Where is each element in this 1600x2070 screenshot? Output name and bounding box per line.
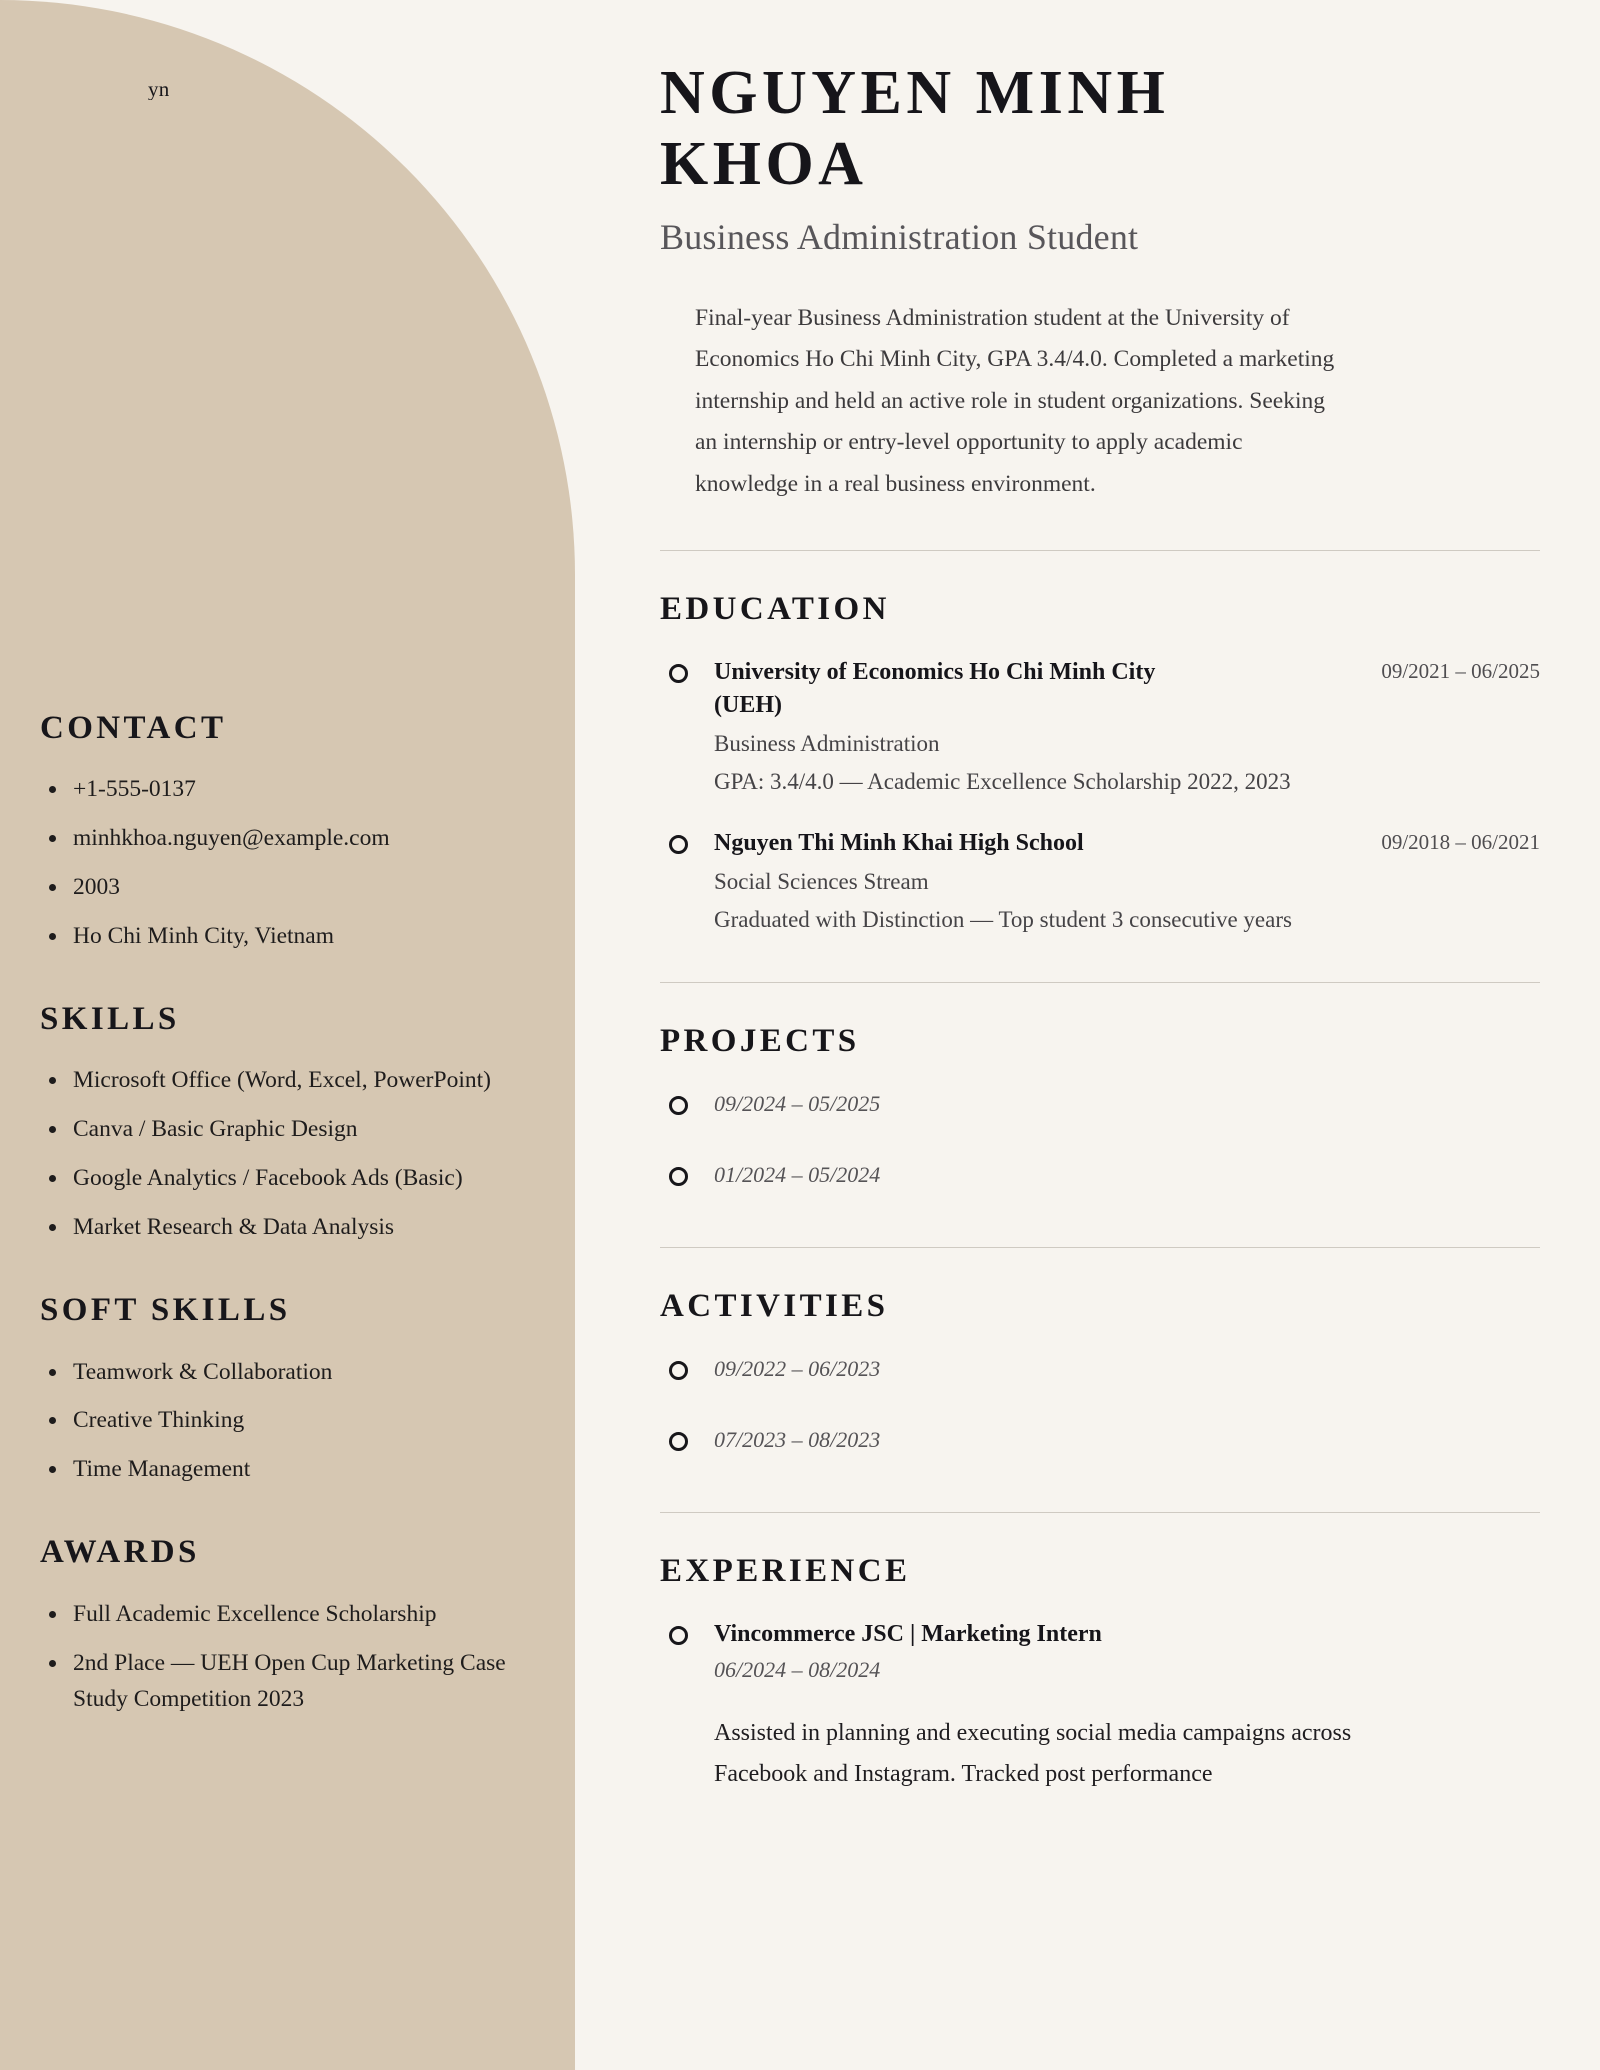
entry-note: GPA: 3.4/4.0 — Academic Excellence Scholarship 2022, 2023: [714, 769, 1291, 795]
entry-date: 01/2024 – 05/2024: [714, 1161, 881, 1187]
awards-section: [40, 1534, 540, 1717]
circle-bullet-icon: [669, 1626, 688, 1645]
list-item: Ho Chi Minh City, Vietnam: [40, 919, 540, 955]
photo-clipped-label: yn: [148, 78, 170, 100]
skills-list: [40, 1063, 540, 1246]
skills-section: [40, 1001, 540, 1246]
entry-subtitle: Social Sciences Stream: [714, 868, 929, 894]
circle-bullet-icon: [669, 1361, 688, 1380]
list-item: Teamwork & Collaboration: [40, 1355, 540, 1391]
awards-heading: AWARDS: [40, 1534, 200, 1571]
page-title: NGUYEN MINH KHOA: [660, 59, 1170, 199]
projects-heading: PROJECTS: [660, 1022, 860, 1059]
list-item: 2003: [40, 870, 540, 906]
entry-title: Nguyen Thi Minh Khai High School: [714, 829, 1084, 856]
divider: [660, 550, 1540, 551]
profile-summary: Final-year Business Administration student at the University of Economics Ho Chi Minh City, GPA 3.4/4.0. Completed a marketing internship and held an active role in student organizations. Seeking an internship or entry-level opportunity to apply academic knowledge in a real business environment.: [695, 304, 1335, 497]
activities-heading: ACTIVITIES: [660, 1287, 889, 1324]
circle-bullet-icon: [669, 1096, 688, 1115]
list-item: Microsoft Office (Word, Excel, PowerPoint): [40, 1063, 540, 1099]
entry-description: Assisted in planning and executing social media campaigns across Facebook and Instagram. Tracked post performance: [714, 1720, 1352, 1788]
contact-section: [40, 710, 540, 955]
list-item: Full Academic Excellence Scholarship: [40, 1597, 540, 1633]
main-column: [660, 0, 1540, 1823]
entry-title: University of Economics Ho Chi Minh City (UEH): [714, 658, 1156, 718]
job-role-subtitle: Business Administration Student: [660, 216, 1139, 257]
contact-list: [40, 772, 540, 955]
list-item: Creative Thinking: [40, 1403, 540, 1439]
projects-section: [660, 1023, 1540, 1203]
entry-subtitle: Business Administration: [714, 730, 940, 756]
project-entry: [660, 1159, 1540, 1203]
list-item: Google Analytics / Facebook Ads (Basic): [40, 1161, 540, 1197]
activity-entry: [660, 1353, 1540, 1397]
entry-date: 06/2024 – 08/2024: [714, 1657, 881, 1682]
entry-date: 09/2018 – 06/2021: [1381, 829, 1540, 854]
awards-list: [40, 1597, 540, 1718]
circle-bullet-icon: [669, 1432, 688, 1451]
circle-bullet-icon: [669, 1167, 688, 1186]
education-entry: [660, 827, 1540, 938]
entry-note: Graduated with Distinction — Top student 3 consecutive years: [714, 907, 1292, 933]
circle-bullet-icon: [669, 835, 688, 854]
education-heading: EDUCATION: [660, 590, 890, 627]
activity-entry: [660, 1424, 1540, 1468]
experience-heading: EXPERIENCE: [660, 1552, 911, 1589]
experience-entry: [660, 1618, 1540, 1796]
experience-section: [660, 1553, 1540, 1796]
entry-title: Vincommerce JSC | Marketing Intern: [714, 1620, 1102, 1647]
soft-skills-heading: SOFT SKILLS: [40, 1292, 291, 1329]
list-item: Market Research & Data Analysis: [40, 1210, 540, 1246]
divider: [660, 982, 1540, 983]
project-entry: [660, 1088, 1540, 1132]
education-entry: [660, 656, 1540, 800]
entry-date: 09/2024 – 05/2025: [714, 1090, 881, 1116]
circle-bullet-icon: [669, 664, 688, 683]
list-item: Time Management: [40, 1452, 540, 1488]
list-item: 2nd Place — UEH Open Cup Marketing Case Study Competition 2023: [40, 1646, 540, 1718]
soft-skills-list: [40, 1355, 540, 1489]
list-item: minhkhoa.nguyen@example.com: [40, 821, 540, 857]
entry-date: 07/2023 – 08/2023: [714, 1426, 881, 1452]
list-item: +1-555-0137: [40, 772, 540, 808]
divider: [660, 1512, 1540, 1513]
entry-date: 09/2021 – 06/2025: [1381, 658, 1540, 683]
entry-date: 09/2022 – 06/2023: [714, 1355, 881, 1381]
activities-section: [660, 1288, 1540, 1468]
contact-heading: CONTACT: [40, 710, 227, 746]
sidebar-content: [40, 710, 540, 1764]
list-item: Canva / Basic Graphic Design: [40, 1112, 540, 1148]
skills-heading: SKILLS: [40, 1001, 180, 1038]
soft-skills-section: [40, 1292, 540, 1488]
divider: [660, 1247, 1540, 1248]
education-section: [660, 591, 1540, 938]
